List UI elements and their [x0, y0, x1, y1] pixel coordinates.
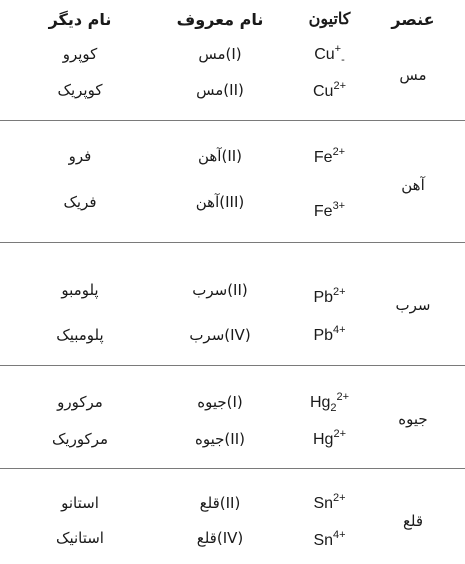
cation-formula: $Pb^{2+}$ — [313, 286, 346, 306]
common-name: قلع(IV) — [196, 529, 244, 547]
header-cation: کاتیون — [308, 11, 351, 28]
cation-formula: $Hg^{2+}$ — [313, 428, 346, 448]
other-name: استانیک — [56, 529, 104, 547]
cation-formula: $Sn^{4+}$ — [313, 529, 346, 549]
common-name: سرب(II) — [192, 281, 248, 299]
header-other-name: نام دیگر — [48, 10, 112, 29]
element-name: آهن — [401, 176, 425, 194]
header-common-name: نام معروف — [176, 10, 264, 29]
common-name: جیوه(I) — [197, 393, 243, 411]
cation-formula: $Sn^{2+}$ — [313, 492, 346, 512]
other-name: مرکوریک — [51, 430, 109, 448]
common-name: قلع(II) — [199, 494, 241, 512]
common-name: مس(II) — [196, 81, 244, 99]
element-name: جیوه — [398, 410, 428, 428]
element-name: سرب — [395, 296, 431, 314]
common-name: آهن(II) — [197, 147, 243, 165]
common-name: آهن(III) — [195, 193, 245, 211]
element-name: مس — [399, 66, 427, 84]
cation-formula: $Hg_2^{2+}$ — [309, 391, 350, 414]
common-name: سرب(IV) — [189, 326, 251, 344]
divider — [0, 120, 465, 121]
common-name: مس(I) — [198, 45, 242, 63]
cation-formula: $Cu^+_-$ — [314, 43, 345, 66]
header-element: عنصر — [391, 10, 435, 29]
other-name: فریک — [63, 193, 97, 211]
other-name: پلومبیک — [56, 326, 104, 344]
other-name: پلومبو — [61, 281, 99, 299]
other-name: کوپرو — [62, 45, 98, 63]
cation-formula: $Pb^{4+}$ — [313, 324, 346, 344]
cation-formula: $Cu^{2+}$ — [313, 80, 346, 100]
common-name: جیوه(II) — [195, 430, 245, 448]
element-name: قلع — [402, 512, 424, 530]
divider — [0, 468, 465, 469]
divider — [0, 242, 465, 243]
divider — [0, 365, 465, 366]
cation-formula: $Fe^{2+}$ — [313, 146, 346, 166]
other-name: استانو — [61, 494, 99, 512]
other-name: فرو — [68, 147, 92, 165]
other-name: مرکورو — [57, 393, 103, 411]
cation-formula: $Fe^{3+}$ — [313, 200, 346, 220]
other-name: کوپریک — [57, 81, 103, 99]
